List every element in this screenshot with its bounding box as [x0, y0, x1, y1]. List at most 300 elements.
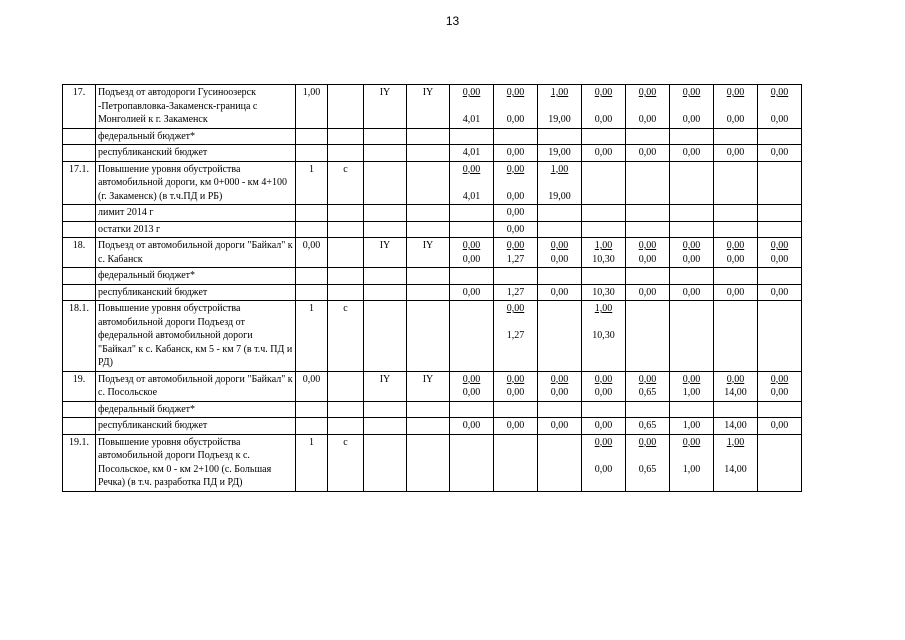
value: 0,00: [682, 147, 701, 158]
cell-length: 0,00: [296, 371, 328, 401]
value-top: 0,00: [462, 163, 481, 175]
value-cell: [450, 238, 494, 268]
row-number: [63, 221, 96, 238]
value: 4,01: [462, 147, 481, 158]
row-name: федеральный бюджет*: [96, 268, 296, 285]
value-top: 0,00: [682, 87, 701, 98]
value-top: 0,00: [682, 373, 701, 385]
value-bottom: 0,00: [550, 253, 569, 265]
cell-type: [328, 268, 364, 285]
value: 0,00: [506, 207, 525, 218]
value-cell: [670, 284, 714, 301]
cell-type: [328, 85, 364, 129]
cell-category-before: [364, 434, 407, 491]
value-top: 0,00: [550, 373, 569, 385]
value-cell: [494, 371, 538, 401]
value-cell: [758, 221, 802, 238]
cell-category-before: [364, 221, 407, 238]
value-cell: [758, 205, 802, 222]
value-bottom: 0,00: [462, 253, 481, 265]
value-cell: [670, 161, 714, 205]
value-cell: [670, 371, 714, 401]
value-bottom: 19,00: [548, 114, 571, 125]
value-cell: [626, 205, 670, 222]
row-number: 19.1.: [63, 434, 96, 491]
table-row: [63, 401, 802, 418]
value: 0,00: [682, 286, 701, 298]
value-cell: [582, 85, 626, 129]
value-cell: [626, 301, 670, 372]
value-cell: [582, 145, 626, 162]
value-top: 0,00: [506, 373, 525, 385]
value-cell: [626, 401, 670, 418]
value-top: 0,00: [462, 87, 481, 98]
cell-category-after: [407, 205, 450, 222]
value-cell: [538, 161, 582, 205]
value-top: 0,00: [770, 240, 789, 251]
value-top: 0,00: [638, 87, 657, 98]
cell-category-after: [407, 145, 450, 162]
cell-category-before: IY: [364, 85, 407, 129]
row-number: 18.1.: [63, 301, 96, 372]
cell-type: [328, 128, 364, 145]
cell-length: [296, 268, 328, 285]
page-number: 13: [445, 14, 460, 28]
cell-category-after: [407, 284, 450, 301]
value-cell: [582, 401, 626, 418]
value-cell: [582, 221, 626, 238]
value-cell: [670, 238, 714, 268]
table-row: [63, 221, 802, 238]
value-cell: [714, 301, 758, 372]
value-top: 0,00: [726, 373, 745, 385]
value-bottom: 0,65: [638, 387, 657, 398]
cell-category-after: [407, 268, 450, 285]
value-cell: [714, 128, 758, 145]
value-cell: [450, 85, 494, 129]
cell-category-before: [364, 161, 407, 205]
road-program-table: [62, 84, 802, 492]
value-top: 1,00: [550, 87, 569, 98]
row-number: [63, 205, 96, 222]
cell-type: [328, 145, 364, 162]
value-bottom: 0,00: [726, 253, 745, 265]
value-cell: [582, 284, 626, 301]
value-bottom: 0,00: [638, 253, 657, 265]
cell-length: 1: [296, 301, 328, 372]
value-cell: [714, 371, 758, 401]
value-cell: [758, 238, 802, 268]
cell-length: [296, 418, 328, 435]
value-cell: [494, 301, 538, 372]
value: 0,00: [770, 286, 789, 298]
table-row: [63, 238, 802, 268]
value-top: 0,00: [726, 87, 745, 98]
value-bottom: 14,00: [724, 463, 747, 475]
value-bottom: 1,00: [682, 463, 701, 475]
value-cell: [626, 371, 670, 401]
cell-length: [296, 221, 328, 238]
value: 0,00: [550, 420, 569, 431]
value: 0,00: [638, 286, 657, 298]
cell-type: с: [328, 301, 364, 372]
row-name: Повышение уровня обустройства автомобильной дороги, км 0+000 - км 4+100 (г. Закаменск) (в т.ч.ПД и РБ): [96, 161, 296, 205]
value-cell: [494, 145, 538, 162]
value-cell: [714, 205, 758, 222]
table-row: [63, 145, 802, 162]
value-cell: [582, 161, 626, 205]
value-cell: [714, 434, 758, 491]
value-top: 0,00: [506, 303, 525, 314]
value-cell: [494, 161, 538, 205]
value-cell: [714, 85, 758, 129]
value: 0,00: [462, 286, 481, 298]
value-bottom: 0,65: [638, 463, 657, 475]
table-row: [63, 128, 802, 145]
cell-category-before: [364, 128, 407, 145]
row-name: федеральный бюджет*: [96, 128, 296, 145]
value-top: 0,00: [682, 436, 701, 448]
table-row: [63, 268, 802, 285]
value-cell: [450, 205, 494, 222]
value-cell: [494, 85, 538, 129]
value: 0,00: [506, 223, 525, 235]
value-bottom: 0,00: [506, 190, 525, 202]
value-cell: [582, 301, 626, 372]
cell-category-after: IY: [407, 371, 450, 401]
cell-length: [296, 205, 328, 222]
value-cell: [626, 145, 670, 162]
cell-length: [296, 401, 328, 418]
value: 0,00: [770, 147, 789, 158]
value-cell: [538, 284, 582, 301]
value-cell: [670, 301, 714, 372]
value-top: 0,00: [594, 436, 613, 448]
value-top: 1,00: [726, 436, 745, 448]
value-top: 0,00: [770, 373, 789, 385]
value-cell: [758, 268, 802, 285]
value-cell: [538, 221, 582, 238]
value-cell: [758, 161, 802, 205]
row-number: [63, 128, 96, 145]
cell-type: [328, 284, 364, 301]
value-cell: [450, 221, 494, 238]
value-cell: [538, 145, 582, 162]
value-top: 0,00: [506, 240, 525, 251]
value-top: 0,00: [506, 87, 525, 98]
value: 19,00: [548, 147, 571, 158]
value-cell: [450, 128, 494, 145]
cell-category-before: [364, 205, 407, 222]
value-cell: [714, 145, 758, 162]
value-cell: [626, 85, 670, 129]
table-row: [63, 301, 802, 372]
cell-type: с: [328, 434, 364, 491]
value-cell: [758, 418, 802, 435]
value-cell: [450, 401, 494, 418]
value-bottom: 0,00: [594, 114, 613, 125]
value-top: 1,00: [594, 240, 613, 251]
value-top: 0,00: [638, 373, 657, 385]
cell-category-after: [407, 401, 450, 418]
value-cell: [670, 221, 714, 238]
value-cell: [450, 371, 494, 401]
value: 0,00: [506, 147, 525, 158]
cell-type: [328, 401, 364, 418]
value-bottom: 10,30: [592, 330, 615, 341]
cell-length: 0,00: [296, 238, 328, 268]
value-cell: [670, 128, 714, 145]
value-bottom: 0,00: [462, 387, 481, 398]
value-top: 0,00: [638, 240, 657, 251]
table-row: [63, 434, 802, 491]
value-cell: [758, 145, 802, 162]
value-cell: [494, 205, 538, 222]
value-bottom: 0,00: [682, 114, 701, 125]
value-cell: [538, 401, 582, 418]
value-cell: [450, 301, 494, 372]
value-bottom: 0,00: [550, 387, 569, 398]
cell-category-before: [364, 401, 407, 418]
cell-category-after: [407, 418, 450, 435]
value-top: 0,00: [550, 240, 569, 251]
value-cell: [450, 284, 494, 301]
value-cell: [626, 128, 670, 145]
cell-length: [296, 145, 328, 162]
row-number: [63, 418, 96, 435]
value-cell: [670, 268, 714, 285]
row-name: Повышение уровня обустройства автомобильной дороги Подъезд от федеральной автомобильной дороги "Байкал" к с. Кабанск, км 5 - км 7 (в т.ч. ПД и РД): [96, 301, 296, 372]
value: 0,00: [770, 420, 789, 431]
value-cell: [714, 221, 758, 238]
value: 0,00: [638, 147, 657, 158]
row-number: 17.1.: [63, 161, 96, 205]
row-number: 19.: [63, 371, 96, 401]
row-number: [63, 145, 96, 162]
value-top: 0,00: [770, 87, 789, 98]
value: 0,00: [550, 286, 569, 298]
value-bottom: 1,00: [682, 387, 701, 398]
cell-length: 1,00: [296, 85, 328, 129]
value-bottom: 0,00: [594, 463, 613, 475]
value: 14,00: [724, 420, 747, 431]
value-cell: [714, 401, 758, 418]
value-cell: [758, 301, 802, 372]
value-cell: [714, 418, 758, 435]
cell-length: 1: [296, 161, 328, 205]
value-cell: [494, 418, 538, 435]
table-row: [63, 418, 802, 435]
cell-category-after: [407, 221, 450, 238]
cell-type: [328, 238, 364, 268]
value-top: 0,00: [726, 240, 745, 251]
value-cell: [670, 85, 714, 129]
value-cell: [714, 268, 758, 285]
value: 0,65: [638, 420, 657, 431]
cell-type: [328, 221, 364, 238]
row-name: республиканский бюджет: [96, 284, 296, 301]
value: 1,27: [506, 286, 525, 298]
value-top: 0,00: [638, 436, 657, 448]
value-top: 0,00: [594, 373, 613, 385]
value-top: 1,00: [550, 163, 569, 175]
value: 1,00: [682, 420, 701, 431]
value: 0,00: [462, 420, 481, 431]
value: 0,00: [594, 147, 613, 158]
row-name: республиканский бюджет: [96, 145, 296, 162]
value-cell: [626, 268, 670, 285]
value-cell: [450, 268, 494, 285]
value-cell: [670, 145, 714, 162]
value-cell: [494, 221, 538, 238]
row-name: Повышение уровня обустройства автомобильной дороги Подъезд к с. Посольское, км 0 - км 2+100 (с. Большая Речка) (в т.ч. разработка ПД и РД): [96, 434, 296, 491]
value-cell: [758, 128, 802, 145]
cell-type: [328, 371, 364, 401]
value-cell: [450, 161, 494, 205]
cell-type: [328, 205, 364, 222]
cell-category-after: IY: [407, 238, 450, 268]
value-cell: [538, 205, 582, 222]
value-cell: [626, 434, 670, 491]
cell-category-before: [364, 284, 407, 301]
cell-category-after: [407, 161, 450, 205]
table-row: [63, 205, 802, 222]
value-cell: [538, 301, 582, 372]
value-cell: [670, 434, 714, 491]
row-name: республиканский бюджет: [96, 418, 296, 435]
cell-category-before: [364, 145, 407, 162]
value-cell: [494, 434, 538, 491]
value-bottom: 19,00: [548, 190, 571, 202]
table-row: [63, 161, 802, 205]
cell-length: 1: [296, 434, 328, 491]
value-bottom: 1,27: [506, 253, 525, 265]
table-row: [63, 85, 802, 129]
value-bottom: 0,00: [506, 114, 525, 125]
row-name: Подъезд от автомобильной дороги "Байкал" к с. Посольское: [96, 371, 296, 401]
value-cell: [626, 284, 670, 301]
value-cell: [758, 371, 802, 401]
value-bottom: 0,00: [770, 387, 789, 398]
value-cell: [582, 268, 626, 285]
row-number: [63, 284, 96, 301]
cell-length: [296, 128, 328, 145]
value: 0,00: [594, 420, 613, 431]
cell-category-after: [407, 301, 450, 372]
value-top: 0,00: [594, 87, 613, 98]
row-number: 18.: [63, 238, 96, 268]
value-cell: [582, 434, 626, 491]
row-number: [63, 268, 96, 285]
value-bottom: 1,27: [506, 330, 525, 341]
value-cell: [538, 268, 582, 285]
value-cell: [450, 418, 494, 435]
cell-length: [296, 284, 328, 301]
value-cell: [538, 371, 582, 401]
row-number: [63, 401, 96, 418]
cell-category-before: IY: [364, 371, 407, 401]
row-name: лимит 2014 г: [96, 205, 296, 222]
value-top: 0,00: [462, 240, 481, 251]
value: 0,00: [506, 420, 525, 431]
value-cell: [494, 268, 538, 285]
value-cell: [626, 418, 670, 435]
cell-category-before: [364, 268, 407, 285]
value-cell: [582, 371, 626, 401]
value-cell: [450, 434, 494, 491]
value-cell: [714, 238, 758, 268]
cell-category-before: [364, 418, 407, 435]
value-cell: [758, 401, 802, 418]
cell-category-after: [407, 128, 450, 145]
value-cell: [758, 284, 802, 301]
value-cell: [758, 85, 802, 129]
value-cell: [626, 238, 670, 268]
value-bottom: 4,01: [462, 114, 481, 125]
row-name: Подъезд от автомобильной дороги "Байкал" к с. Кабанск: [96, 238, 296, 268]
value-cell: [714, 161, 758, 205]
value: 10,30: [592, 286, 615, 298]
value-cell: [582, 205, 626, 222]
value-bottom: 0,00: [506, 387, 525, 398]
value-cell: [582, 128, 626, 145]
value-bottom: 0,00: [638, 114, 657, 125]
value: 0,00: [726, 286, 745, 298]
value-cell: [626, 221, 670, 238]
cell-type: [328, 418, 364, 435]
value-top: 0,00: [682, 240, 701, 251]
row-name: Подъезд от автодороги Гусиноозерск -Петропавловка-Закаменск-граница с Монголией к г. Закаменск: [96, 85, 296, 129]
value-top: 0,00: [506, 163, 525, 175]
value-cell: [494, 128, 538, 145]
value-cell: [538, 434, 582, 491]
value-cell: [494, 238, 538, 268]
value-cell: [714, 284, 758, 301]
value-cell: [582, 238, 626, 268]
value-bottom: 0,00: [594, 387, 613, 398]
value-bottom: 0,00: [682, 253, 701, 265]
value: 0,00: [726, 147, 745, 158]
value-cell: [626, 161, 670, 205]
value-bottom: 0,00: [726, 114, 745, 125]
value-cell: [582, 418, 626, 435]
cell-category-before: [364, 301, 407, 372]
value-bottom: 10,30: [592, 253, 615, 265]
value-bottom: 4,01: [462, 190, 481, 202]
value-cell: [758, 434, 802, 491]
value-cell: [538, 238, 582, 268]
value-top: 0,00: [462, 373, 481, 385]
value-cell: [450, 145, 494, 162]
value-cell: [670, 418, 714, 435]
cell-category-after: [407, 434, 450, 491]
value-cell: [670, 205, 714, 222]
table-row: [63, 371, 802, 401]
value-bottom: 14,00: [724, 387, 747, 398]
table-row: [63, 284, 802, 301]
cell-type: с: [328, 161, 364, 205]
value-cell: [538, 128, 582, 145]
value-top: 1,00: [594, 303, 613, 314]
cell-category-before: IY: [364, 238, 407, 268]
value-cell: [538, 85, 582, 129]
row-name: федеральный бюджет*: [96, 401, 296, 418]
value-cell: [494, 284, 538, 301]
value-cell: [538, 418, 582, 435]
row-number: 17.: [63, 85, 96, 129]
value-bottom: 0,00: [770, 114, 789, 125]
value-cell: [670, 401, 714, 418]
